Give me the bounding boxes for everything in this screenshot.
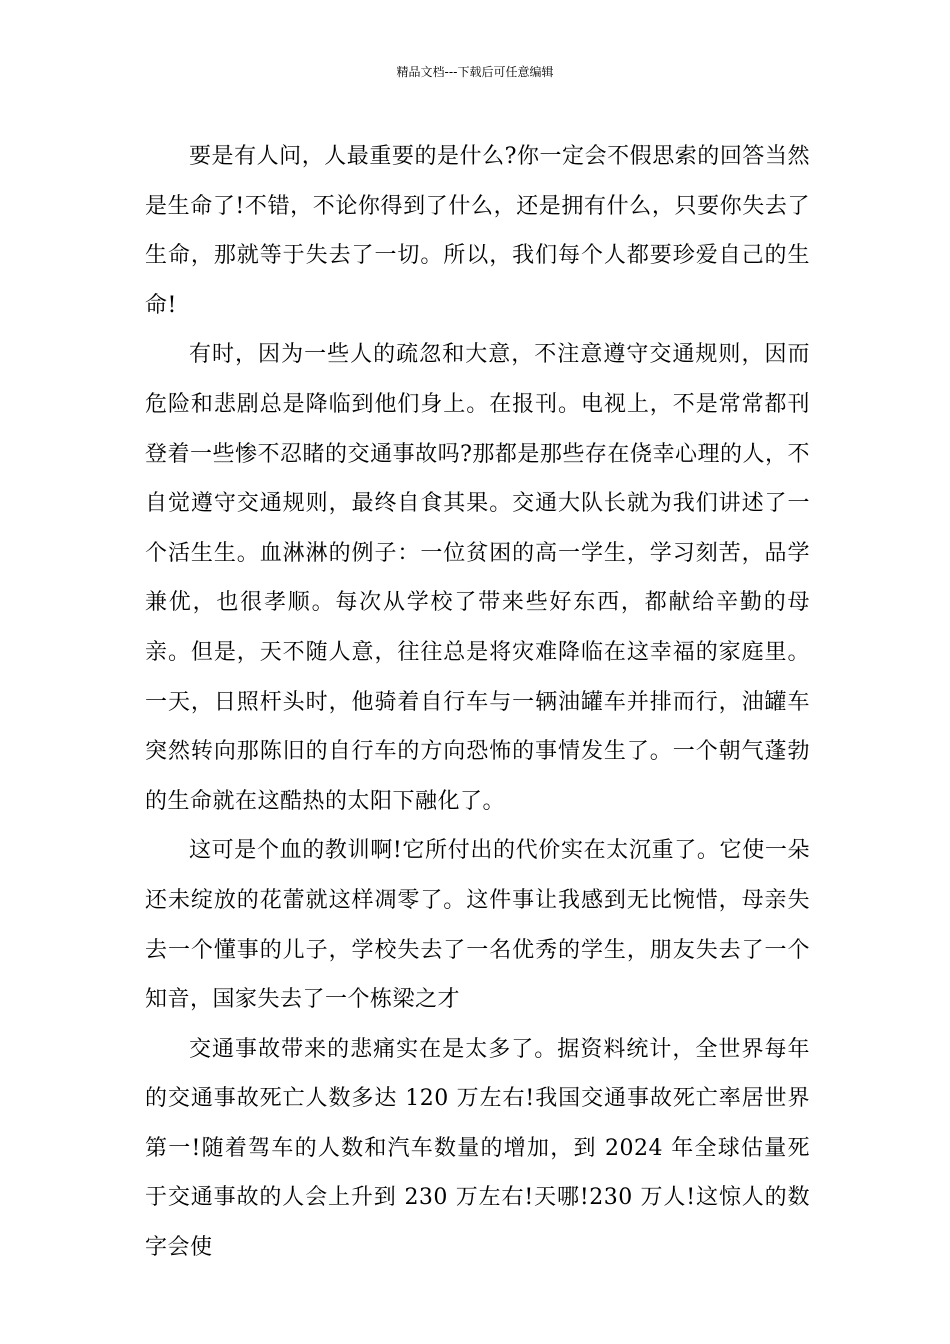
paragraph-1: 要是有人问，人最重要的是什么?你一定会不假思索的回答当然是生命了!不错，不论你得到了什么，还是拥有什么，只要你失去了生命，那就等于失去了一切。所以，我们每个人都要珍爱自己的生命! [145, 144, 810, 318]
document-body [145, 132, 810, 1273]
paragraph-4: 交通事故带来的悲痛实在是太多了。据资料统计，全世界每年的交通事故死亡人数多达 120 万左右!我国交通事故死亡率居世界第一!随着驾车的人数和汽车数量的增加，到 2024 年全球估量死于交通事故的人会上升到 230 万左右!天哪!230 万人!这惊人的数字会使 [145, 1036, 810, 1261]
page-header: 精品文档---下载后可任意编辑 [396, 65, 554, 79]
paragraph-3: 这可是个血的教训啊!它所付出的代价实在太沉重了。它使一朵还未绽放的花蕾就这样凋零了。这件事让我感到无比惋惜，母亲失去一个懂事的儿子，学校失去了一名优秀的学生，朋友失去了一个知音，国家失去了一个栋梁之才 [145, 838, 810, 1013]
paragraph-2: 有时，因为一些人的疏忽和大意，不注意遵守交通规则，因而危险和悲剧总是降临到他们身上。在报刊。电视上，不是常常都刊登着一些惨不忍睹的交通事故吗?那都是那些存在侥幸心理的人，不自觉遵守交通规则，最终自食其果。交通大队长就为我们讲述了一个活生生。血淋淋的例子：一位贫困的高一学生，学习刻苦，品学兼优，也很孝顺。每次从学校了带来些好东西，都献给辛勤的母亲。但是，天不随人意，往往总是将灾难降临在这幸福的家庭里。一天，日照杆头时，他骑着自行车与一辆油罐车并排而行，油罐车突然转向那陈旧的自行车的方向恐怖的事情发生了。一个朝气蓬勃的生命就在这酷热的太阳下融化了。 [145, 342, 810, 814]
